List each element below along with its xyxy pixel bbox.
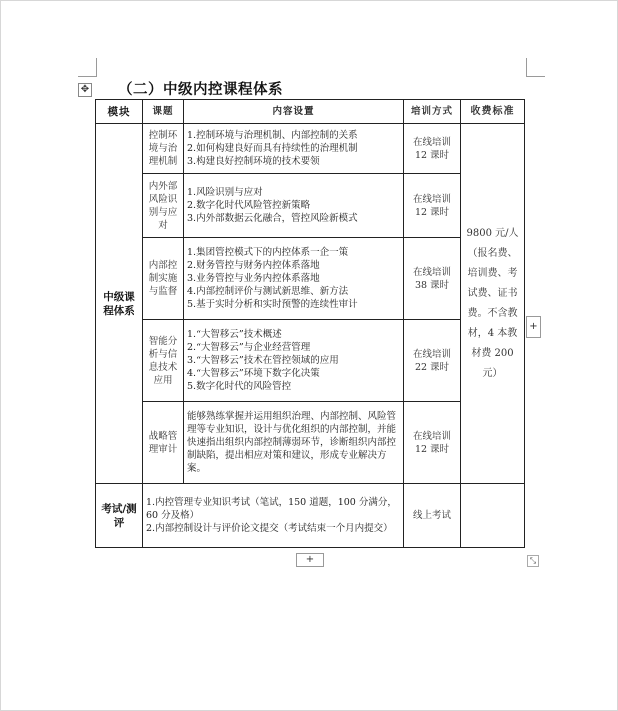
content-line: 1.“大智移云”技术概述 [187,329,282,340]
content-line: 3.内外部数据云化融合，管控风险新模式 [187,213,358,224]
content-line: 5.基于实时分析和实时预警的连续性审计 [187,299,358,310]
add-column-button[interactable]: + [526,316,541,338]
content-line: 1.风险识别与应对 [187,187,263,198]
content-cell [184,174,404,238]
fee-cell: 9800 元/人（报名费、培训费、考试费、证书费。不含教材，4 本教材费 200 元） [461,124,525,484]
add-row-button[interactable]: + [296,553,324,567]
topic-cell: 智能分析与信息技术应用 [143,320,184,402]
table-row [96,320,525,402]
table-move-handle-icon[interactable]: ✥ [78,83,92,97]
content-cell [184,320,404,402]
content-line: 1.控制环境与治理机制、内部控制的关系 [187,130,358,141]
content-cell [184,238,404,320]
content-line: 1.内控管理专业知识考试（笔试，150 道题，100 分满分，60 分及格） [146,497,397,521]
content-line: 1.集团管控模式下的内控体系一企一策 [187,247,349,258]
table-row [96,124,525,174]
content-line: 2.内部控制设计与评价论文提交（考试结束一个月内提交） [146,523,393,534]
topic-cell: 内外部风险识别与应对 [143,174,184,238]
header-module: 模块 [96,100,143,124]
header-fee: 收费标准 [461,100,525,124]
content-cell [184,402,404,484]
topic-cell: 战略管理审计 [143,402,184,484]
content-line: 3.构建良好控制环境的技术要领 [187,156,320,167]
training-cell: 在线培训 12 课时 [404,174,461,238]
table-resize-handle-icon[interactable]: ⤡ [527,555,539,567]
header-content: 内容设置 [184,100,404,124]
content-cell [184,124,404,174]
table-header-row [96,100,525,124]
topic-cell: 内部控制实施与监督 [143,238,184,320]
header-training: 培训方式 [404,100,461,124]
exam-row [96,484,525,548]
course-table [95,99,525,548]
header-topic: 课题 [143,100,184,124]
crop-mark-top-right [526,58,545,77]
content-line: 2.如何构建良好而具有持续性的治理机制 [187,143,358,154]
training-cell: 在线培训 12 课时 [404,402,461,484]
table-row [96,238,525,320]
content-line: 2.数字化时代风险管控新策略 [187,200,311,211]
content-line: 2.“大智移云”与企业经营管理 [187,342,311,353]
table-row [96,402,525,484]
content-line: 2.财务管控与财务内控体系落地 [187,260,320,271]
content-paragraph: 能够熟练掌握并运用组织治理、内部控制、风险管理等专业知识，设计与优化组织的内部控制，并能快速指出组织内部控制薄弱环节，诊断组织内部控制缺陷，提出相应对策和建议，形成专业解决方案。 [187,411,397,474]
content-line: 4.内部控制评价与测试新思维、新方法 [187,286,349,297]
exam-fee-cell [461,484,525,548]
training-cell: 在线培训 38 课时 [404,238,461,320]
exam-training-cell: 线上考试 [404,484,461,548]
module-exam-cell: 考试/测评 [96,484,143,548]
table-row [96,174,525,238]
training-cell: 在线培训 22 课时 [404,320,461,402]
exam-content-cell [143,484,404,548]
topic-cell: 控制环境与治理机制 [143,124,184,174]
crop-mark-top-left [78,58,97,77]
content-line: 4.“大智移云”环境下数字化决策 [187,368,320,379]
module-main-cell: 中级课程体系 [96,124,143,484]
content-line: 5.数字化时代的风险管控 [187,381,292,392]
section-heading: （二）中级内控课程体系 [118,81,283,98]
content-line: 3.“大智移云”技术在管控领域的应用 [187,355,339,366]
training-cell: 在线培训 12 课时 [404,124,461,174]
content-line: 3.业务管控与业务内控体系落地 [187,273,320,284]
